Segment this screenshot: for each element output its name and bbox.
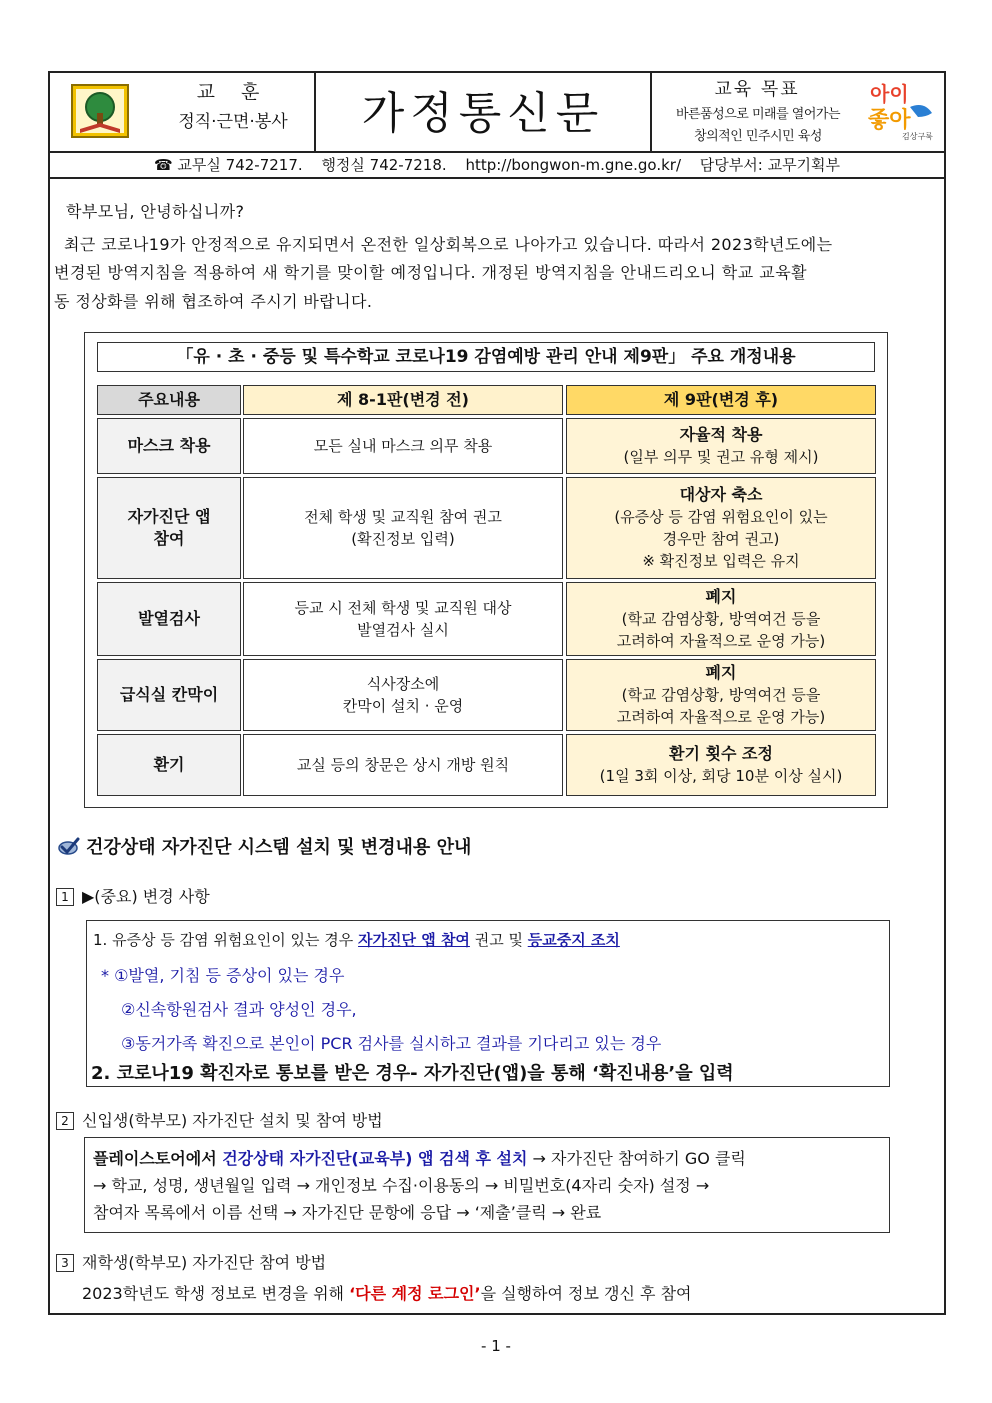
subsection-1-text: ▶(중요) 변경 사항 — [82, 887, 210, 906]
before-line: 발열검사 실시 — [357, 621, 449, 639]
subsection-1-title — [56, 884, 210, 907]
mascot-small-text: 김상구룩 — [902, 132, 933, 141]
table-row-before: 교실 등의 창문은 상시 개방 원칙 — [243, 734, 563, 796]
table-row-item: 환기 — [97, 734, 241, 796]
section-title-text: 건강상태 자가진단 시스템 설치 및 변경내용 안내 — [86, 837, 472, 858]
before-line: 칸막이 설치 · 운영 — [342, 697, 464, 715]
school-motto-cell — [50, 73, 316, 151]
change-line-4: ③동거가족 확진으로 본인이 PCR 검사를 실시하고 결과를 기다리고 있는 경우 — [121, 1034, 662, 1053]
returning-text: 을 실행하여 정보 갱신 후 참여 — [480, 1284, 692, 1303]
subsection-2-text: 신입생(학부모) 자가진단 설치 및 참여 방법 — [82, 1111, 383, 1130]
other-account-login-text: ‘다른 계정 로그인’ — [349, 1284, 481, 1303]
section-number-1: 1 — [56, 888, 74, 906]
after-title: 자율적 착용 — [679, 425, 763, 444]
install-line-2: → 학교, 성명, 생년월일 입력 → 개인정보 수집·이용동의 → 비밀번호(4자리 숫자) 설정 → — [93, 1176, 710, 1195]
install-steps-box — [84, 1137, 890, 1233]
item-line: 자가진단 앱 — [127, 507, 211, 526]
table-row-item: 급식실 칸막이 — [97, 659, 241, 731]
goal-line-2: 창의적인 민주시민 육성 — [694, 129, 822, 144]
install-line-1 — [93, 1146, 746, 1169]
table-row-item: 발열검사 — [97, 582, 241, 656]
change-text: 1. 유증상 등 감염 위험요인이 있는 경우 — [93, 931, 359, 949]
admin-phone: 행정실 742-7218. — [321, 156, 447, 174]
install-text: → 자가진단 참여하기 GO 클릭 — [527, 1149, 746, 1168]
app-participation-text: 자가진단 앱 참여 — [358, 931, 470, 949]
install-line-3: 참여자 목록에서 이름 선택 → 자가진단 문항에 응답 → ‘제출’클릭 → 완료 — [93, 1203, 602, 1222]
table-row-after — [566, 418, 876, 474]
after-title: 환기 횟수 조정 — [669, 744, 773, 763]
table-row-item: 마스크 착용 — [97, 418, 241, 474]
mascot-text-2: 좋아 — [868, 108, 911, 133]
table-row-item — [97, 477, 241, 579]
checkmark-icon — [58, 837, 80, 855]
header-before: 제 8-1판(변경 전) — [243, 385, 563, 415]
letter-frame — [48, 71, 946, 1315]
education-goal-cell — [652, 73, 944, 151]
section-number-3: 3 — [56, 1254, 74, 1272]
motto-value: 정직·근면·봉사 — [178, 112, 288, 132]
page-number: - 1 - — [481, 1337, 511, 1355]
before-line: 전체 학생 및 교직원 참여 권고 — [304, 508, 502, 526]
goal-title: 교육 목표 — [714, 79, 800, 100]
title-cell — [316, 73, 652, 151]
after-detail: (학교 감염상황, 방역여건 등을 — [621, 610, 821, 628]
after-detail: 고려하여 자율적으로 운영 가능) — [616, 632, 826, 650]
department: 담당부서: 교무기획부 — [699, 156, 841, 174]
after-detail: (1일 3회 이상, 회당 10분 이상 실시) — [599, 767, 843, 785]
table-row-before — [243, 659, 563, 731]
after-detail: (학교 감염상황, 방역여건 등을 — [621, 686, 821, 704]
table-row-after — [566, 477, 876, 579]
after-detail: 고려하여 자율적으로 운영 가능) — [616, 708, 826, 726]
subsection-2-title — [56, 1108, 383, 1131]
mascot-text-1: 아이 — [870, 82, 909, 106]
item-line: 참여 — [153, 529, 185, 548]
subsection-3-text: 재학생(학부모) 자가진단 참여 방법 — [82, 1253, 327, 1272]
table-row-after — [566, 582, 876, 656]
after-detail: ※ 확진정보 입력은 유지 — [642, 552, 800, 570]
after-detail: 경우만 참여 권고) — [662, 530, 780, 548]
intro-line-3: 동 정상화를 위해 협조하여 주시기 바랍니다. — [54, 292, 373, 311]
after-title: 폐지 — [705, 587, 737, 606]
intro-line-1: 최근 코로나19가 안정적으로 유지되면서 온전한 일상회복으로 나아가고 있습니다. 따라서 2023학년도에는 — [64, 235, 833, 254]
revision-table-box — [84, 332, 888, 808]
mascot-logo-icon — [866, 77, 936, 143]
changes-box — [86, 920, 890, 1087]
app-search-text: 건강상태 자가진단(교육부) 앱 검색 후 설치 — [222, 1149, 528, 1168]
contact-bar — [50, 153, 944, 179]
section-title — [58, 833, 471, 859]
header-item: 주요내용 — [97, 385, 241, 415]
after-detail: (일부 의무 및 권고 유형 제시) — [623, 448, 819, 466]
table-row-before: 모든 실내 마스크 의무 착용 — [243, 418, 563, 474]
letter-header — [50, 73, 944, 153]
goal-line-1: 바른품성으로 미래를 열어가는 — [675, 107, 841, 122]
returning-student-line — [82, 1281, 691, 1304]
before-line: 등교 시 전체 학생 및 교직원 대상 — [294, 599, 512, 617]
change-line-5: 2. 코로나19 확진자로 통보를 받은 경우- 자가진단(앱)을 통해 ‘확진내용’을 입력 — [91, 1063, 734, 1084]
office-phone: ☎ 교무실 742-7217. — [153, 156, 303, 174]
table-row-after — [566, 734, 876, 796]
school-url-link[interactable]: http://bongwon-m.gne.go.kr/ — [465, 156, 682, 174]
before-line: 식사장소에 — [366, 675, 440, 693]
greeting: 학부모님, 안녕하십니까? — [66, 202, 245, 221]
intro-line-2: 변경된 방역지침을 적용하여 새 학기를 맞이할 예정입니다. 개정된 방역지침을 안내드리오니 학교 교육활 — [54, 263, 808, 282]
table-row-before — [243, 582, 563, 656]
change-line-2: * ①발열, 기침 등 증상이 있는 경우 — [101, 966, 345, 985]
change-line-3: ②신속항원검사 결과 양성인 경우, — [121, 1000, 357, 1019]
table-title: 「유 · 초 · 중등 및 특수학교 코로나19 감염예방 관리 안내 제9판」 주요 개정내용 — [97, 342, 875, 372]
school-suspension-text: 등교중지 조치 — [527, 931, 620, 949]
before-line: (확진정보 입력) — [351, 530, 455, 548]
section-number-2: 2 — [56, 1112, 74, 1130]
after-detail: (유증상 등 감염 위험요인이 있는 — [614, 508, 828, 526]
install-text: 플레이스토어에서 — [93, 1149, 223, 1168]
after-title: 대상자 축소 — [679, 485, 763, 504]
table-row-before — [243, 477, 563, 579]
school-emblem-icon — [70, 83, 130, 139]
motto-title: 교 훈 — [196, 81, 270, 103]
table-row-after — [566, 659, 876, 731]
after-title: 폐지 — [705, 663, 737, 682]
page-title: 가정통신문 — [361, 88, 605, 139]
change-text: 권고 및 — [469, 931, 528, 949]
subsection-3-title — [56, 1250, 326, 1273]
returning-text: 2023학년도 학생 정보로 변경을 위해 — [82, 1284, 350, 1303]
header-after: 제 9판(변경 후) — [566, 385, 876, 415]
change-line-1 — [93, 929, 620, 950]
